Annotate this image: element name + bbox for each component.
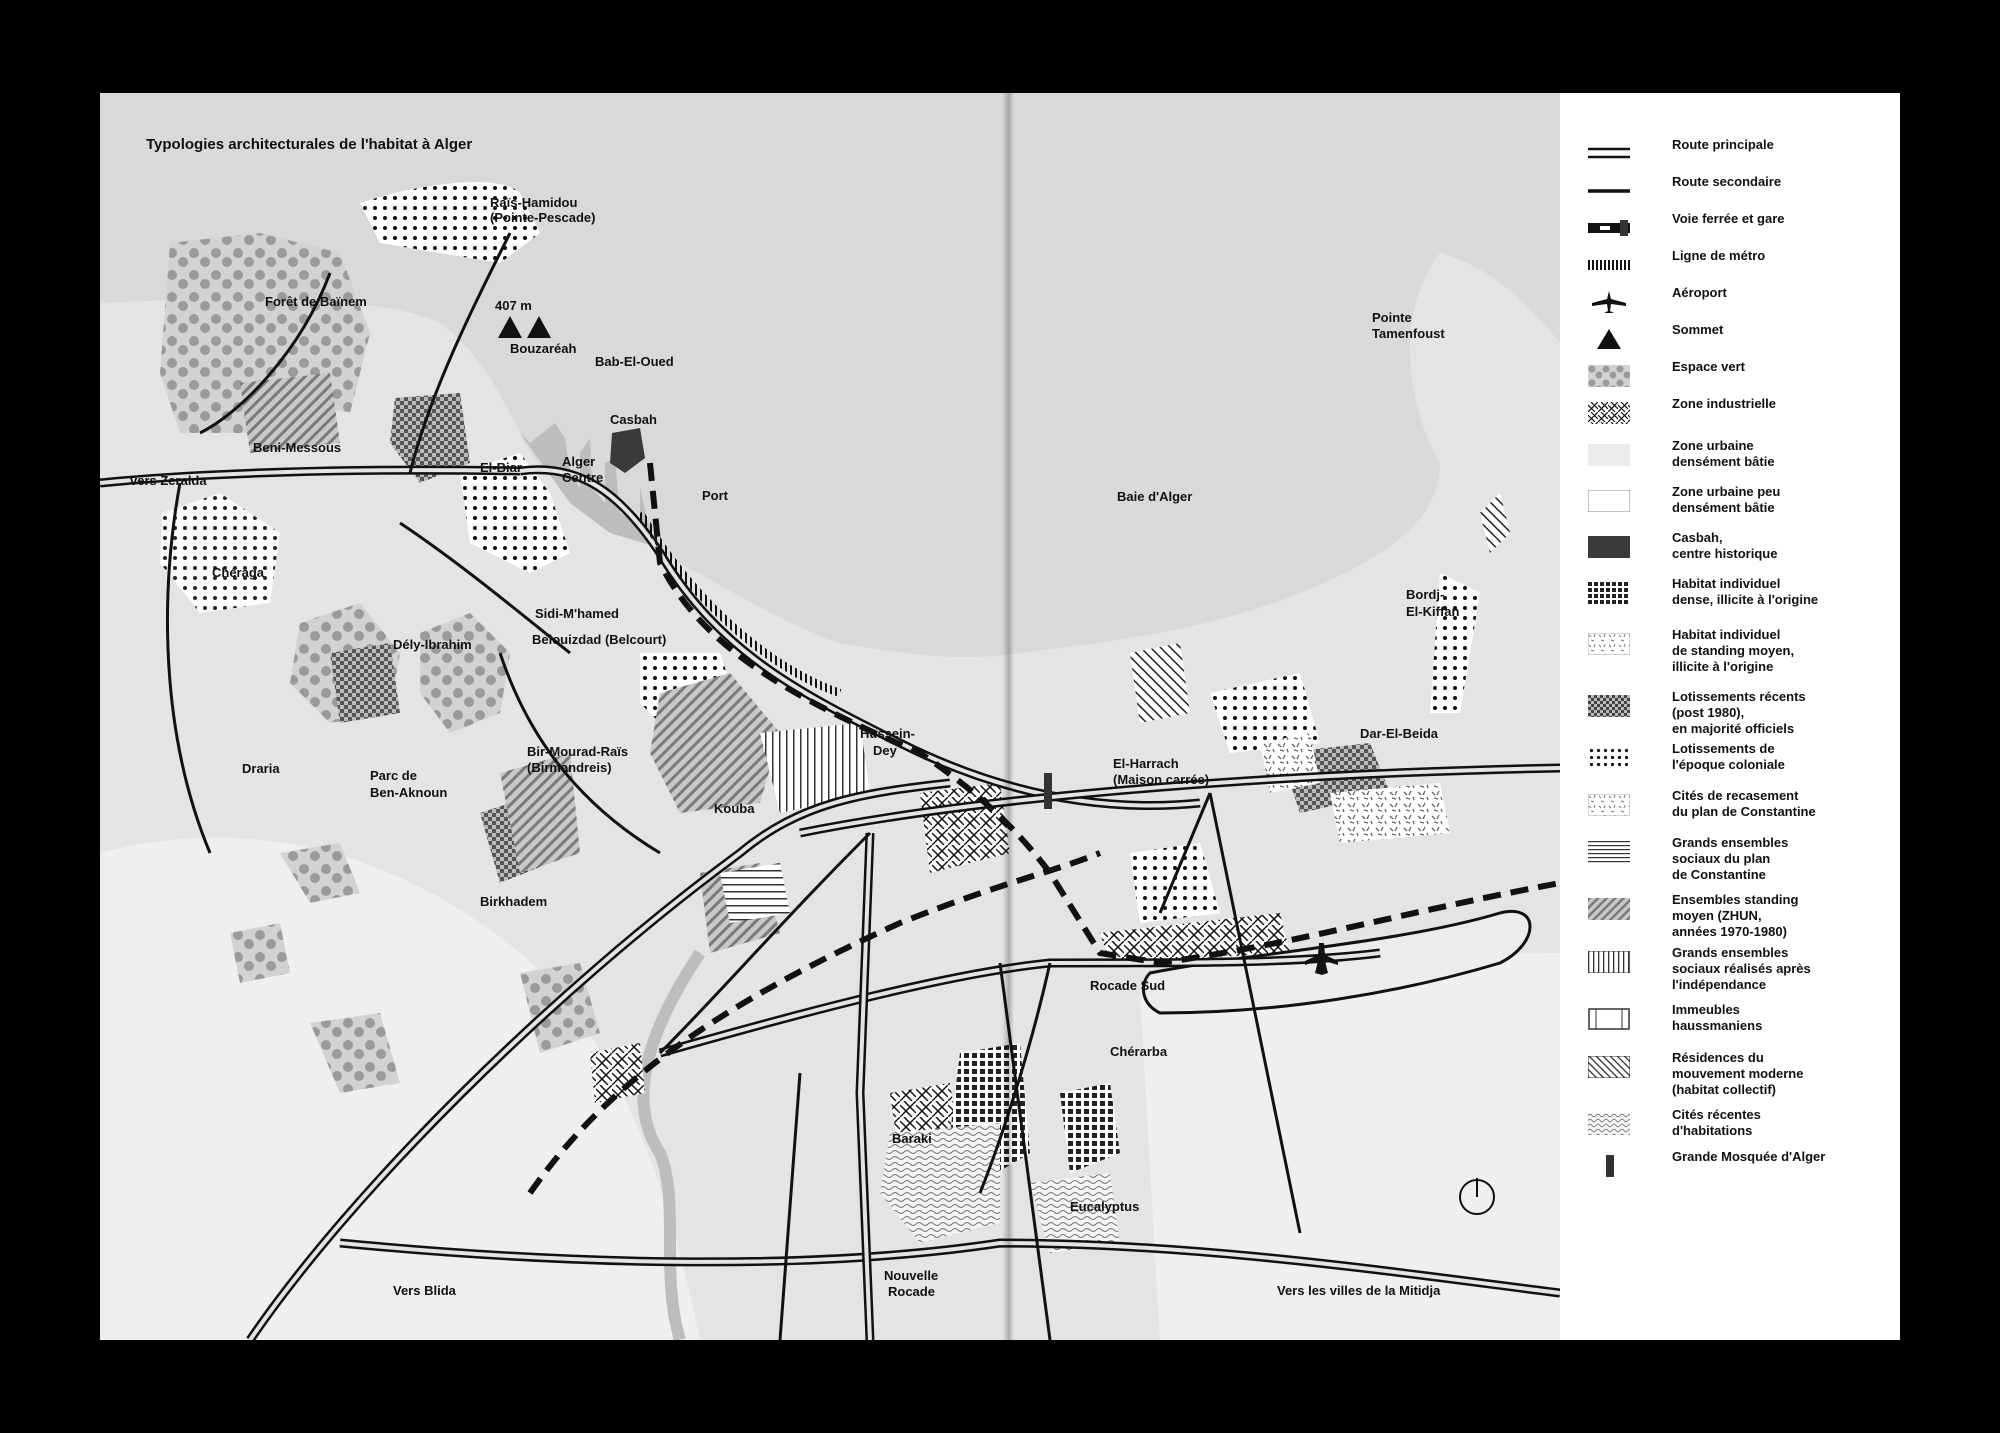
label-foret-bainem: Forêt de Baïnem (265, 294, 367, 309)
legend-item (1560, 835, 1900, 882)
airplane-icon (1588, 291, 1630, 313)
label-casbah: Casbah (610, 412, 657, 427)
label-birkhadem: Birkhadem (480, 894, 548, 909)
large-ensembles-swatch (1588, 841, 1630, 863)
zhun-ensemble-kouba (650, 673, 780, 813)
book-gutter (1002, 93, 1014, 1340)
label-eucalyptus: Eucalyptus (1070, 1199, 1140, 1214)
label-parc-de: Parc de (370, 768, 417, 783)
standing-individual-swatch (1588, 633, 1630, 655)
legend-label: Sommet (1672, 322, 1724, 337)
legend-label: Lotissements de l'époque coloniale (1672, 741, 1785, 772)
map-title: Typologies architecturales de l'habitat à Alger (146, 136, 473, 153)
railway-icon (1588, 217, 1630, 239)
label-baie-alger: Baie d'Alger (1117, 489, 1193, 504)
legend-item (1560, 689, 1900, 736)
label-maison-carree: (Maison carrée) (1113, 772, 1210, 787)
label-hussein: Hussein- (860, 726, 915, 741)
modern-movement-residence (1480, 493, 1510, 553)
legend-item (1560, 892, 1900, 939)
label-el-harrach: El-Harrach (1113, 756, 1179, 771)
legend-item (1560, 248, 1900, 294)
label-el-biar: El-Biar (480, 460, 522, 475)
label-vers-zeralda: vers Zeralda (130, 473, 207, 488)
legend-label: Résidences du mouvement moderne (habitat collectif) (1672, 1050, 1804, 1097)
legend-item (1560, 1107, 1900, 1153)
summit-icon (1588, 328, 1630, 350)
industrial-zone (920, 783, 1010, 873)
legend-label: Aéroport (1672, 285, 1727, 300)
label-draria: Draria (242, 761, 280, 776)
legend-label: Espace vert (1672, 359, 1745, 374)
legend-item (1560, 576, 1900, 622)
label-tamenfoust: Tamenfoust (1372, 326, 1445, 341)
label-vers-blida: Vers Blida (393, 1283, 456, 1298)
colonial-allotment-swatch (1588, 747, 1630, 769)
post-independence-swatch (1588, 951, 1630, 973)
label-baraki: Baraki (892, 1131, 932, 1146)
legend-label: Ensembles standing moyen (ZHUN, années 1970-1980) (1672, 892, 1799, 939)
recent-allotment-swatch (1588, 695, 1630, 717)
legend-label: Zone urbaine peu densément bâtie (1672, 484, 1781, 515)
legend-item (1560, 627, 1900, 674)
legend-label: Habitat individuel dense, illicite à l'origine (1672, 576, 1819, 607)
grand-mosque-icon (1044, 773, 1052, 809)
map-spread (100, 93, 1900, 1340)
legend-label: Casbah, centre historique (1672, 530, 1778, 561)
green-space (230, 923, 290, 983)
label-pointe: Pointe (1372, 310, 1412, 325)
label-bir-mourad-rais: Bir-Mourad-Raïs (527, 744, 629, 759)
industrial-swatch (1588, 402, 1630, 424)
legend-label: Grands ensembles sociaux du plan de Constantine (1672, 835, 1789, 882)
legend-label: Habitat individuel de standing moyen, illicite à l'origine (1672, 627, 1795, 674)
label-cheraga: Chéraga (212, 565, 265, 580)
label-cherarba: Chérarba (1110, 1044, 1168, 1059)
label-kouba: Kouba (714, 801, 755, 816)
legend-label: Cités récentes d'habitations (1672, 1107, 1761, 1138)
green-space-swatch (1588, 365, 1630, 387)
legend-label: Immeubles haussmaniens (1672, 1002, 1763, 1033)
modern-movement-residence (1130, 643, 1190, 723)
label-dely-ibrahim: Dély-Ibrahim (393, 637, 472, 652)
legend-label: Zone industrielle (1672, 396, 1777, 411)
legend-item (1560, 396, 1900, 442)
recent-cities-swatch (1588, 1113, 1630, 1135)
legend-label: Grands ensembles sociaux réalisés après l'indépendance (1672, 945, 1811, 992)
label-dey: Dey (873, 743, 897, 758)
legend-label: Zone urbaine densément bâtie (1672, 438, 1775, 469)
legend-item (1560, 741, 1900, 787)
legend-label: Cités de recasement du plan de Constantine (1672, 788, 1816, 819)
label-sidi-mhamed: Sidi-M'hamed (535, 606, 619, 621)
legend-item (1560, 530, 1900, 576)
label-bouzareah: Bouzaréah (510, 341, 577, 356)
large-ensemble (720, 863, 790, 923)
label-altitude: 407 m (495, 298, 532, 313)
green-space (420, 613, 510, 733)
label-belouizdad: Belouizdad (Belcourt) (532, 632, 667, 647)
recent-allotment (330, 643, 400, 723)
label-vers-mitidja: Vers les villes de la Mitidja (1277, 1283, 1441, 1298)
casbah-swatch (1588, 536, 1630, 558)
label-centre: Centre (562, 470, 604, 485)
haussmann-swatch (1588, 1008, 1630, 1030)
label-nouvelle: Nouvelle (884, 1268, 939, 1283)
legend-item (1560, 1149, 1900, 1195)
legend-item (1560, 788, 1900, 834)
industrial-zone (590, 1043, 645, 1103)
label-rocade: Rocade (888, 1284, 935, 1299)
legend-label: Route secondaire (1672, 174, 1782, 189)
label-beni-messous: Beni-Messous (253, 440, 342, 455)
label-bordj: Bordj- (1406, 587, 1445, 602)
dense-urban-swatch (1588, 444, 1630, 466)
legend-label: Grande Mosquée d'Alger (1672, 1149, 1826, 1164)
legend-item (1560, 1050, 1900, 1097)
legend-item (1560, 1002, 1900, 1048)
sparse-urban-swatch (1588, 490, 1630, 512)
legend-panel (1560, 93, 1900, 1340)
main-road-icon (1588, 143, 1630, 165)
rehousing-swatch (1588, 794, 1630, 816)
dense-individual-swatch (1588, 582, 1630, 604)
legend-item (1560, 438, 1900, 484)
modern-movement-swatch (1588, 1056, 1630, 1078)
label-birmandreis: (Birmandreis) (527, 760, 612, 775)
mosque-icon (1588, 1155, 1630, 1177)
legend-item (1560, 945, 1900, 992)
label-el-kiffan: El-Kiffan (1406, 604, 1460, 619)
legend-item (1560, 484, 1900, 530)
label-ben-aknoun: Ben-Aknoun (370, 785, 448, 800)
legend-label: Route principale (1672, 137, 1774, 152)
label-alger: Alger (562, 454, 596, 469)
colonial-allotment (1130, 843, 1220, 923)
label-rais-hamidou: Raïs-Hamidou (490, 195, 578, 210)
legend-label: Lotissements récents (post 1980), en majorité officiels (1672, 689, 1806, 736)
legend-label: Voie ferrée et gare (1672, 211, 1785, 226)
label-pointe-pescade: (Pointe-Pescade) (490, 210, 596, 225)
label-rocade-sud: Rocade Sud (1090, 978, 1166, 993)
label-bab-el-oued: Bab-El-Oued (595, 354, 674, 369)
label-dar-el-beida: Dar-El-Beida (1360, 726, 1439, 741)
zhun-swatch (1588, 898, 1630, 920)
secondary-road-icon (1588, 180, 1630, 202)
metro-icon (1588, 254, 1630, 276)
legend-item (1560, 285, 1900, 331)
label-port: Port (702, 488, 728, 503)
legend-label: Ligne de métro (1672, 248, 1766, 263)
dense-individual-habitat (1060, 1083, 1120, 1173)
green-space-cheraga (160, 493, 280, 613)
rehousing-area (1330, 783, 1450, 843)
